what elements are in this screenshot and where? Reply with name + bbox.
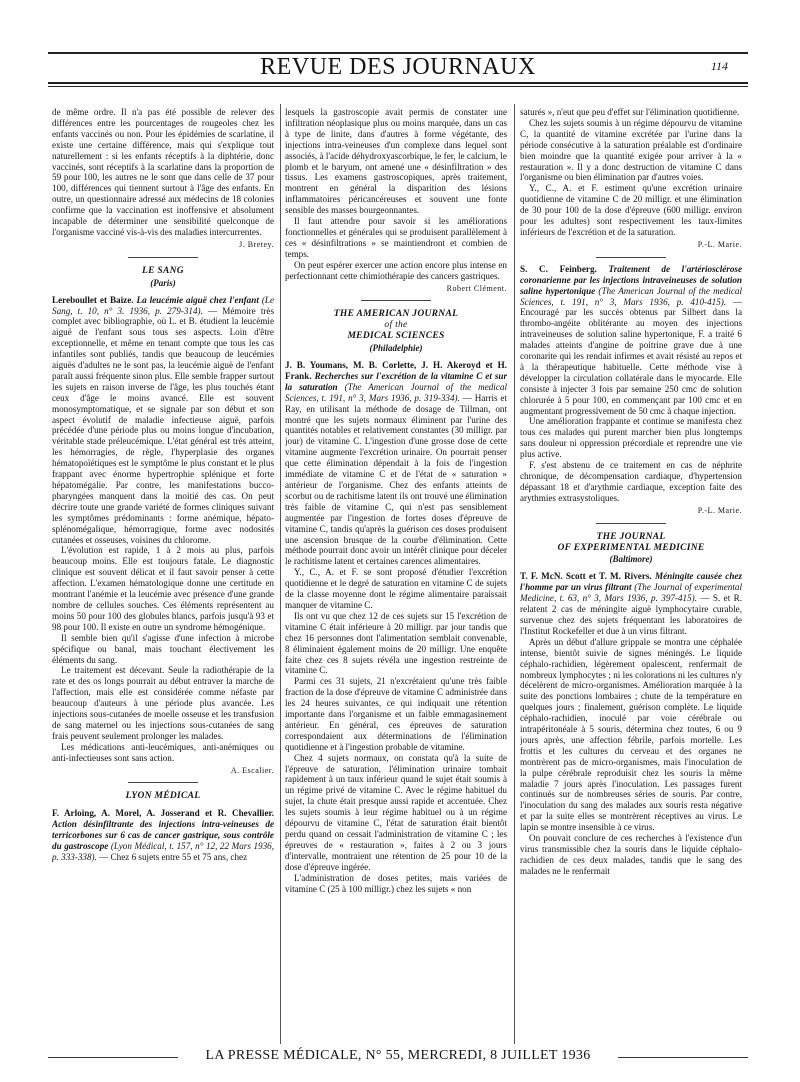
article-title: Recherches sur l'excrétion de la vitamine C et sur la saturation bbox=[285, 370, 507, 392]
paragraph: Une amélioration frappante et continue se manifesta chez tous ces malades qui purent marcher bien plus longtemps sans douleur ni oppression précordiale et reprendre une vie plus active. bbox=[520, 416, 742, 460]
signature: P.-L. Marie. bbox=[697, 239, 742, 249]
signature: J. Bretey. bbox=[239, 239, 274, 249]
column-2 bbox=[285, 107, 507, 1042]
paragraph: F. s'est abstenu de ce traitement en cas de néphrite chronique, de décompensation cardiaque, d'hypertension dépassant 18 et d'arythmie cardiaque, exception faite des arythmies extrasystoliques. bbox=[520, 460, 742, 503]
article-abstract bbox=[285, 360, 507, 567]
article-title: La leucémie aiguë chez l'enfant bbox=[136, 294, 259, 305]
column-3 bbox=[520, 107, 742, 1042]
page-number: 114 bbox=[710, 59, 728, 73]
article-authors: S. C. Feinberg. bbox=[520, 263, 597, 274]
paragraph: Après un début d'allure grippale se montra une céphalée intense, bientôt suivie de signes méningés. Le liquide céphalo-rachidien, légèrement opalescent, renfermait de nombreux lymphocytes ; ni les colorations ni les cultures n'y décelèrent de micro-organismes. Amélioration marquée à la suite des ponctions lombaires ; chute de la température en quelques jours ; finalement, guérison complète. Le liquide céphalo-rachidien, inoculé par voie cérébrale ou intrapéritonéale à 5 souris, détermina chez toutes, 6 ou 9 jours après, une affection fébrile, parfois mortelle. Les frottis et les cultures du cerveau et des organes ne montrèrent pas de micro-organismes, mais l'inoculation de la pulpe cérébrale reproduisit chez les souris la même maladie 7 jours après l'inoculation. Les passages furent continués sur de nombreuses séries de souris. Par contre, l'inoculation du sang des malades aux souris resta négative et par la suite elles se montrèrent réceptives au virus. Le lapin se montre insensible à ce virus. bbox=[520, 636, 742, 833]
section-heading: THE AMERICAN JOURNAL bbox=[333, 309, 459, 320]
article-abstract bbox=[52, 808, 274, 863]
paragraph: — S. et R. relatent 2 cas de méningite aiguë lymphocytaire curable, survenue chez des sujets fréquentant les laboratoires de l'Institut Rockefeller et due à un virus filtrant. bbox=[520, 593, 742, 636]
column-divider-1 bbox=[280, 104, 281, 1044]
article-reference: (The Journal of experimental Medicine, t. 63, n° 3, Mars 1936, p. 397-415). bbox=[520, 582, 742, 604]
paragraph: saturés », n'eut que peu d'effet sur l'élimination quotidienne. bbox=[520, 107, 740, 117]
paragraph: L'administration de doses petites, mais variées de vitamine C (25 à 100 milligr.) chez les sujets « non bbox=[285, 872, 507, 894]
paragraph: On peut espérer exercer une action encore plus intense en perfectionnant cette chimiothérapie des cancers gastriques. bbox=[285, 259, 507, 281]
paragraph: On pouvait conclure de ces recherches à l'existence d'un virus transmissible chez la souris dans le liquide céphalo-rachidien de ces deux malades, tandis que le sang des malades ne le renfermait bbox=[520, 833, 742, 876]
paragraph: Ils ont vu que chez 12 de ces sujets sur 15 l'excrétion de vitamine C était inférieure à 20 milligr. par jour tandis que chez 16 personnes dont l'alimentation semblait convenable, 8 éliminaient également moins de 20 milligr. Une enquête faite chez ces 8 sujets révéla une ingestion restreinte de vitamine C. bbox=[285, 610, 507, 676]
section-heading: of the bbox=[384, 320, 408, 331]
article-reference: (The American Journal of the medical Sciences, t. 191, n° 3, Mars 1936, p. 319-334). bbox=[285, 381, 507, 403]
section-heading: MEDICAL SCIENCES bbox=[347, 331, 445, 342]
signature: P.-L. Marie. bbox=[697, 505, 742, 515]
paragraph: — Harris et Ray, en utilisant la méthode de dosage de Tillman, ont montré que les sujets normaux éliminent par l'urine des quantités notables et relativement constantes (30 milligr. par jour) de vitamine C. L'ingestion d'une grosse dose de cette vitamine augmente l'excrétion urinaire. On pourrait penser que cette élimination dépendait à la fois de l'ingestion immédiate de vitamine C et de l'état de « saturation » antérieur de l'organisme. Chez des enfants atteints de scorbut ou de rachitisme latent ils ont trouvé une élimination très faible de vitamine C, qui n'est pas sensiblement augmentée par l'ingestion de fortes doses d'épreuve de vitamine C, tandis qu'après la guérison ces doses produisent une ascension brusque de la courbe d'élimination. Cette méthode pourrait donc avoir un intérêt clinique pour déceler le rachitisme latent et certaines carences alimentaires. bbox=[285, 392, 507, 567]
signature: A. Escalier. bbox=[230, 765, 274, 775]
page-header bbox=[48, 54, 748, 84]
article-authors: F. Arloing, A. Morel, A. Josserand et R. Chevallier. bbox=[52, 808, 274, 819]
section-subheading: (Philadelphie) bbox=[369, 343, 423, 354]
header-bottom-rule bbox=[48, 82, 748, 84]
section-heading: THE JOURNAL bbox=[596, 531, 666, 542]
paragraph: L'évolution est rapide, 1 à 2 mois au plus, parfois beaucoup moins. Elle est toujours fatale. Le diagnostic clinique est souvent délicat et il faut savoir penser à cette affection. L'examen hématologique donne une certitude en montrant l'anémie et la leucémie avec présence d'une grande nombre de cellules souches. Ces éléments représentent au moins 50 pour 100 des globules blancs, parfois jusqu'à 93 et 98 pour 100. Il existe en outre un syndrome hémogénique. bbox=[52, 545, 274, 632]
section-subheading: (Baltimore) bbox=[609, 554, 653, 565]
article-authors: Lereboullet et Baize. bbox=[52, 294, 134, 305]
article-title: Méningite causée chez l'homme par un virus filtrant bbox=[520, 571, 742, 593]
journal-section-title: REVUE DES JOURNAUX bbox=[260, 54, 536, 80]
article-abstract bbox=[52, 295, 274, 546]
column-1 bbox=[52, 107, 274, 1042]
paragraph: Les médications anti-leucémiques, anti-anémiques ou anti-infectieuses sont sans action. bbox=[52, 741, 274, 763]
separator bbox=[128, 782, 198, 783]
article-reference: (Lyon Médical, t. 157, n° 12, 22 Mars 1936, p. 333-338). bbox=[52, 841, 274, 862]
article-authors: J. B. Youmans, M. B. Corlette, J. H. Akeroyd et H. Frank. bbox=[285, 360, 507, 381]
separator bbox=[596, 257, 666, 258]
paragraph: Chez les sujets soumis à un régime dépourvu de vitamine C, la quantité de vitamine excrétée par l'urine dans la période consécutive à la saturation préalable est d'ordinaire bien moindre que la quantité exigée pour arriver à la « restauration ». Il y a donc destruction de vitamine C dans l'organisme ou bien élimination par d'autres voies. bbox=[520, 117, 742, 183]
paragraph: Le traitement est décevant. Seule la radiothérapie de la rate et des os longs pourrait au début entraver la marche de l'affection, mais elle est considérée comme néfaste par beaucoup d'auteurs à une période plus avancée. Les injections sous-cutanées de moelle osseuse et les transfusion de sang maternel ou les injections sous-cutanées de sang frais peuvent seulement prolonger les malades. bbox=[52, 665, 274, 741]
paragraph: Y., C., A. et F. estiment qu'une excrétion urinaire quotidienne de vitamine C de 20 milligr. et une élimination de 30 pour 100 de la dose d'épreuve (600 milligr. environ pour les adultes) sont respectivement les taux-limites inférieurs de l'excrétion et de la saturation. bbox=[520, 183, 742, 237]
section-heading: LE SANG bbox=[142, 265, 184, 276]
header-bottom-rule-thin bbox=[48, 86, 748, 87]
paragraph: de même ordre. Il n'a pas été possible de relever des différences entre les pourcentages de rougeoles chez les enfants vaccinés ou non. Pour les épidémies de scarlatine, il existe une certaine différence, mais qui s'explique tout naturellement : si les enfants réceptifs à la diphtérie, donc vaccinés, sont réceptifs à la scarlatine dans la proportion de 59 pour 100, les autres ne le sont que dans celle de 37 pour 100, différences qui tiennent surtout à l'âge des enfants. En outre, un questionnaire adressé aux médecins de 18 colonies confirme que la vaccination est inoffensive et absolument incapable de déterminer une sensibilité quelconque de l'organisme vacciné vis-à-vis des maladies intercurrentes. bbox=[52, 107, 274, 237]
paragraph: Il faut attendre pour savoir si les améliorations fonctionnelles et générales qui se produisent parallèlement à ces « désinfiltrations » se maintiendront et combien de temps. bbox=[285, 216, 507, 259]
section-heading: LYON MÉDICAL bbox=[125, 791, 201, 802]
article-title: Action désinfiltrante des injections intra-veineuses de terricorbones sur 6 cas de cancer gastrique, sous contrôle du gastroscope bbox=[52, 819, 274, 852]
separator bbox=[596, 523, 666, 524]
article-abstract bbox=[520, 264, 742, 417]
paragraph: lesquels la gastroscopie avait permis de constater une infiltration néoplasique plus ou moins marquée, dans un cas à type de linite, dans d'autres à forme végétante, des injections intra-veineuses d'un complexe dans lequel sont associés, à l'acide déhydroxyascorbique, le fer, le calcium, le plomb et le baryum, ont amené une « désinfiltration » des tissus. Les examens gastroscopiques, après traitement, montrent en général la disparition des lésions inflammatoires péricancéreuses et souvent une fonte sensible des masses bourgeonnantes. bbox=[285, 107, 507, 216]
paragraph: — Encouragé par les succès obtenus par Silbert dans la thrombo-angéite oblitérante au moyen des injections intraveineuses de solution saline hypertonique, F. a traité 6 malades atteints d'angine de poitrine grave due à une coronarite qui les rendait infirmes et avait résisté au repos et à la thérapeutique habituelle. Cette méthode vise à développer la circulation collatérale dans le myocarde. Elle consiste à injecter 3 fois par semaine 250 cmc de solution chlorurée à 5 pour 100, en commençant par 100 cmc et en augmentant progressivement de 50 cmc à chaque injection. bbox=[520, 296, 742, 416]
paragraph: — Mémoire très complet avec bibliographie, où L. et B. étudient la leucémie aiguë de l'enfant sous tous ses aspects. Loin d'être exceptionnelle, et même en tenant compte que tous les cas infantiles sont publiés, tandis que beaucoup de leucémies aiguës d'adultes ne le sont pas, la leucémie aiguë de l'enfant paraît aussi fréquente sinon plus. Elle semble frapper surtout les sujets en raison inverse de l'âge, les plus touchés étant ceux d'âge le moins avancé. Elle est souvent monosymptomatique, et se signale par son début et son aspect évolutif de maladie infectieuse aiguë, parfois précédée d'une période plus ou moins longue d'incubation, véritable stade préleucémique. L'état général est très atteint, les hémorragies, de règle, l'hyperplasie des organes hématopoïétiques est le symptôme le plus constant et le plus frappant avec énorme hypertrophie splénique et forte hépatomégalie. Par contre, les manifestations bucco-pharyngées manquent dans la moitié des cas. On peut décrire toute une grande variété de formes cliniques suivant les symptômes prédominants : forme anémique, hépato-splénomégalique, hémorragique, forme avec nodosités cutanées et osseuses, voisines du chlorome. bbox=[52, 305, 274, 545]
signature: Robert Clément. bbox=[446, 283, 507, 293]
separator bbox=[128, 257, 198, 258]
paragraph: Y., C., A. et F. se sont proposé d'étudier l'excrétion quotidienne et le degré de saturation en vitamine C de sujets de la classe moyenne dont le régime alimentaire paraissait manquer de vitamine C. bbox=[285, 567, 507, 610]
article-abstract bbox=[520, 571, 742, 636]
paragraph: Parmi ces 31 sujets, 21 n'excrétaient qu'une très faible fraction de la dose d'épreuve de vitamine C administrée dans les 24 heures suivantes, ce qui indiquait une rétention importante dans l'organisme et un faible emmagasinement antérieur. En général, ces épreuves de saturation correspondaient aux déterminations de l'élimination quotidienne et à l'ingestion probable de vitamine. bbox=[285, 676, 507, 752]
section-heading: OF EXPERIMENTAL MEDICINE bbox=[557, 542, 705, 553]
page-footer bbox=[48, 1046, 748, 1068]
article-title: Traitement de l'artériosclérose coronarienne par les injections intraveineuses de solution saline hypertonique bbox=[520, 263, 742, 296]
paragraph: — Chez 6 sujets entre 55 et 75 ans, chez bbox=[99, 852, 248, 862]
section-subheading: (Paris) bbox=[150, 277, 176, 288]
paragraph: Chez 4 sujets normaux, on constata qu'à la suite de l'épreuve de saturation, l'élimination urinaire tombait rapidement à un taux inférieur quand le sujet était soumis à un régime privé de vitamine C. Avec le régime habituel du sujet, la chute était presque aussi rapide et accentuée. Chez les sujets soumis à leur régime habituel ou à un régime dépourvu de vitamine C, l'état de saturation était bientôt perdu quand on cessait l'administration de vitamine C ; les épreuves de « restauration », faites à 2 ou 3 jours d'intervalle, montraient une rétention de 25 pour 10 de la dose d'épreuve ingérée. bbox=[285, 752, 507, 872]
footer-publication-line: LA PRESSE MÉDICALE, N° 55, MERCREDI, 8 JUILLET 1936 bbox=[205, 1048, 591, 1063]
column-divider-2 bbox=[514, 104, 515, 1044]
article-authors: T. F. McN. Scott et T. M. Rivers. bbox=[520, 571, 652, 582]
article-reference: (The American Journal of the medical Sciences, t. 191, n° 3, Mars 1936, p. 410-415). bbox=[520, 285, 742, 307]
article-reference: (Le Sang, t. 10, n° 3. 1936, p. 279-314). bbox=[52, 294, 274, 316]
separator bbox=[361, 300, 431, 301]
paragraph: Il semble bien qu'il s'agisse d'une infection à microbe spécifique ou banal, mais touchant électivement les éléments du sang. bbox=[52, 632, 274, 665]
